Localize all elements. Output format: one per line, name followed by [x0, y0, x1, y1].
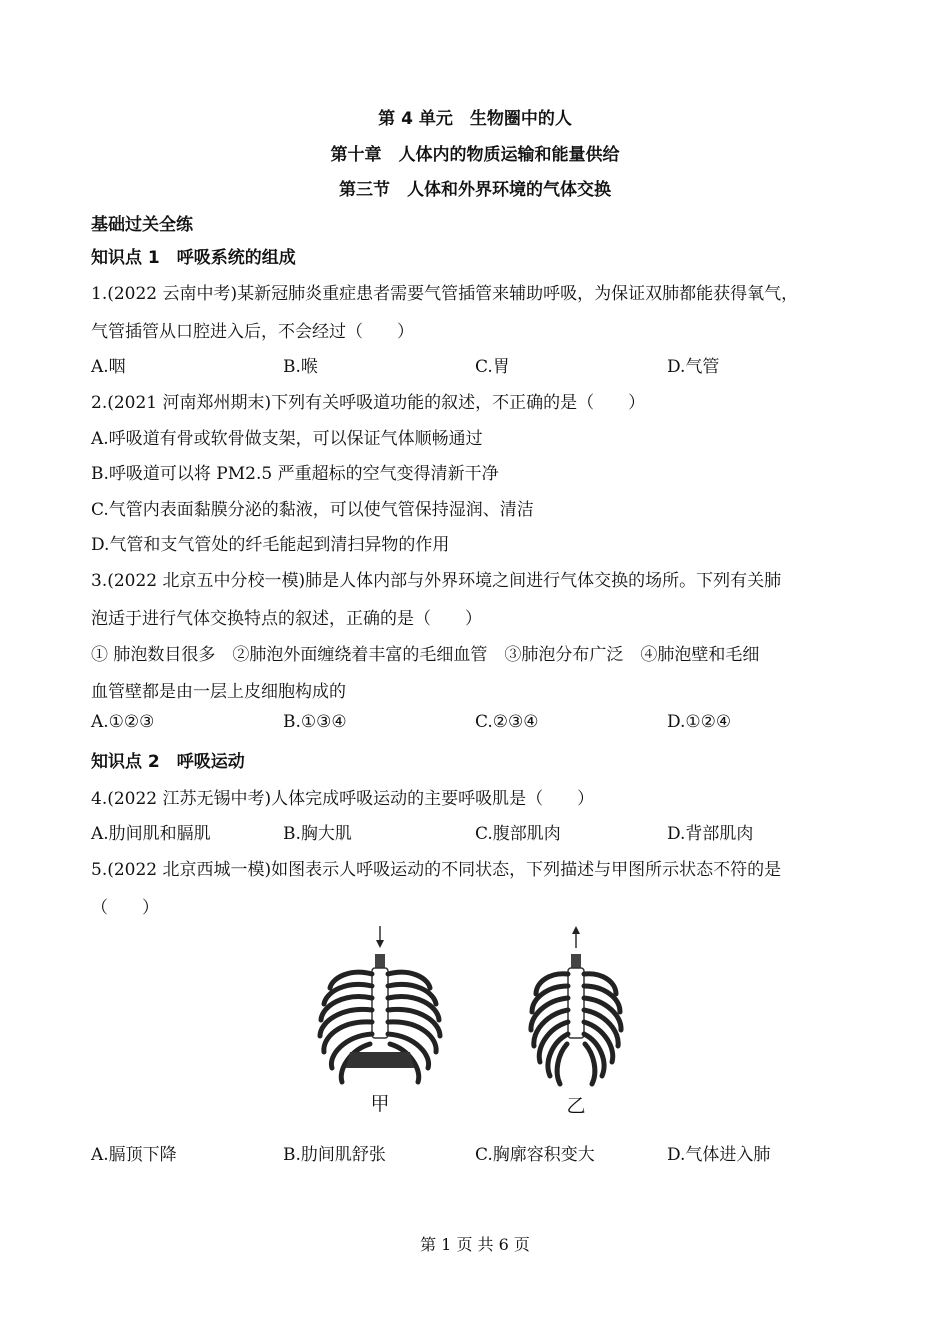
q3-option-c: C.②③④ — [475, 712, 539, 732]
up-arrow-icon — [572, 926, 580, 934]
knowledge-point-1: 知识点 1 呼吸系统的组成 — [91, 248, 296, 268]
q3-option-d: D.①②④ — [667, 712, 732, 732]
figure-label-jia: 甲 — [370, 1093, 390, 1115]
q3-stem-line1: 3.(2022 北京五中分校一模)肺是人体内部与外界环境之间进行气体交换的场所。下列有关肺 — [91, 571, 782, 591]
rib-cage-jia — [320, 926, 440, 1115]
q3-stem-line2: 泡适于进行气体交换特点的叙述，正确的是（ ） — [91, 609, 482, 629]
q3-option-b: B.①③④ — [283, 712, 347, 732]
q1-stem-line2: 气管插管从口腔进入后，不会经过（ ） — [91, 322, 414, 342]
q5-stem-line1: 5.(2022 北京西城一模)如图表示人呼吸运动的不同状态，下列描述与甲图所示状态不符的是 — [91, 860, 782, 880]
q4-option-b: B.胸大肌 — [283, 824, 352, 844]
q5-stem-line2: （ ） — [91, 898, 159, 918]
rib-cage-illustration — [310, 922, 640, 1122]
q4-option-a: A.肋间肌和膈肌 — [91, 824, 211, 844]
q5-option-d: D.气体进入肺 — [667, 1145, 771, 1165]
q2-option-d: D.气管和支气管处的纤毛能起到清扫异物的作用 — [91, 535, 450, 555]
section-title: 第三节 人体和外界环境的气体交换 — [339, 180, 611, 200]
chapter-title: 第十章 人体内的物质运输和能量供给 — [330, 145, 620, 165]
page-footer: 第 1 页 共 6 页 — [420, 1235, 530, 1254]
rib-cage-yi — [531, 926, 621, 1117]
q2-option-c: C.气管内表面黏膜分泌的黏液，可以使气管保持湿润、清洁 — [91, 500, 534, 520]
q3-option-a: A.①②③ — [91, 712, 155, 732]
q3-statements-line1: ① 肺泡数目很多 ②肺泡外面缠绕着丰富的毛细血管 ③肺泡分布广泛 ④肺泡壁和毛细 — [91, 645, 760, 665]
q1-option-c: C.胃 — [475, 357, 510, 377]
q5-option-c: C.胸廓容积变大 — [475, 1145, 595, 1165]
unit-title: 第 4 单元 生物圈中的人 — [378, 109, 572, 129]
q4-option-c: C.腹部肌肉 — [475, 824, 561, 844]
q4-option-d: D.背部肌肉 — [667, 824, 754, 844]
q1-option-a: A.咽 — [91, 357, 126, 377]
q1-option-d: D.气管 — [667, 357, 720, 377]
q3-statements-line2: 血管壁都是由一层上皮细胞构成的 — [91, 682, 346, 702]
figure-label-yi: 乙 — [566, 1095, 586, 1117]
q1-option-b: B.喉 — [283, 357, 318, 377]
q2-stem: 2.(2021 河南郑州期末)下列有关呼吸道功能的叙述，不正确的是（ ） — [91, 393, 646, 413]
q5-option-a: A.膈顶下降 — [91, 1145, 177, 1165]
rib-cage-figure — [310, 922, 640, 1122]
practice-title: 基础过关全练 — [91, 215, 193, 235]
q2-option-a: A.呼吸道有骨或软骨做支架，可以保证气体顺畅通过 — [91, 429, 483, 449]
down-arrow-icon — [376, 940, 384, 948]
q5-option-b: B.肋间肌舒张 — [283, 1145, 386, 1165]
q2-option-b: B.呼吸道可以将 PM2.5 严重超标的空气变得清新干净 — [91, 464, 499, 484]
knowledge-point-2: 知识点 2 呼吸运动 — [91, 752, 245, 772]
q4-stem: 4.(2022 江苏无锡中考)人体完成呼吸运动的主要呼吸肌是（ ） — [91, 789, 595, 809]
q1-stem-line1: 1.(2022 云南中考)某新冠肺炎重症患者需要气管插管来辅助呼吸，为保证双肺都能获得氧气， — [91, 284, 799, 304]
